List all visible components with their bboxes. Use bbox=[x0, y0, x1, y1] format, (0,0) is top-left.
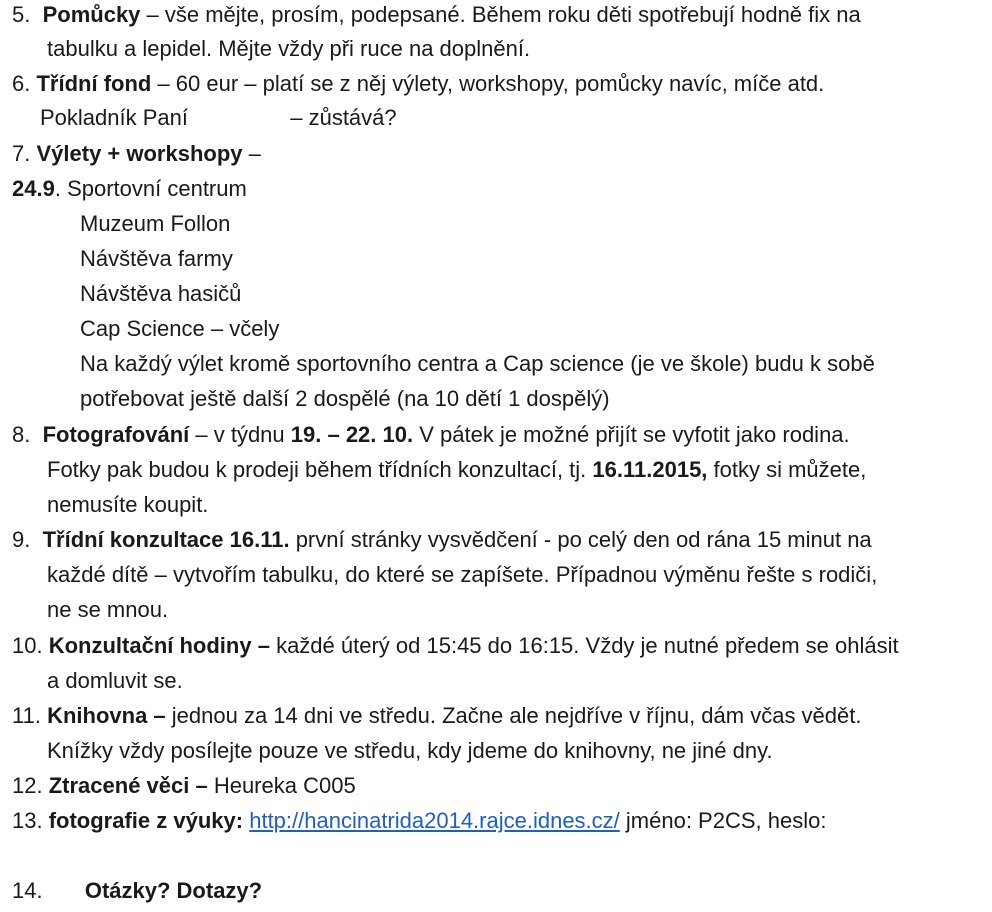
item-7-line-1 bbox=[12, 139, 261, 169]
item-title: Třídní fond bbox=[36, 71, 152, 96]
treasurer-status: – zůstává? bbox=[290, 105, 397, 130]
item-text: – vše mějte, prosím, podepsané. Během roku děti spotřebují hodně fix na bbox=[140, 2, 861, 27]
trip-label: Návštěva farmy bbox=[80, 246, 233, 271]
item-9-line-1 bbox=[12, 525, 872, 555]
item-11-line-1 bbox=[12, 701, 862, 731]
trip-label: Cap Science – včely bbox=[80, 316, 280, 341]
photo-dates: 19. – 22. 10. bbox=[290, 422, 414, 447]
trip-item bbox=[80, 209, 230, 239]
item-title: Fotografování bbox=[42, 422, 190, 447]
item-text: Heureka C005 bbox=[207, 773, 356, 798]
item-13-line-1 bbox=[12, 806, 826, 836]
item-text: jméno: P2CS, heslo: bbox=[619, 808, 827, 833]
item-9-line-2 bbox=[47, 560, 877, 590]
trip-label: Muzeum Follon bbox=[80, 211, 231, 236]
item-8-line-3 bbox=[47, 490, 208, 520]
item-5-line-2 bbox=[47, 34, 530, 64]
item-text: – bbox=[242, 141, 261, 166]
item-5-line-1 bbox=[12, 0, 861, 30]
trip-item bbox=[80, 314, 279, 344]
trip-first: Sportovní centrum bbox=[60, 176, 247, 201]
item-title: Ztracené věci – bbox=[48, 773, 208, 798]
item-number: 10. bbox=[12, 633, 43, 658]
item-text: nemusíte koupit. bbox=[47, 492, 209, 517]
item-number: 12. bbox=[12, 773, 43, 798]
item-number: 7. bbox=[12, 141, 31, 166]
item-number: 11. bbox=[12, 703, 41, 728]
item-text: první stránky vysvědčení - po celý den od rána 15 minut na bbox=[289, 527, 872, 552]
item-10-line-1 bbox=[12, 631, 899, 661]
trip-date: 24.9 bbox=[12, 176, 55, 201]
item-12-line-1 bbox=[12, 771, 356, 801]
item-text: tabulku a lepidel. Mějte vždy při ruce na doplnění. bbox=[47, 36, 531, 61]
item-number: 14. bbox=[12, 878, 43, 903]
item-9-line-3 bbox=[47, 595, 168, 625]
trip-note-line-1 bbox=[80, 349, 875, 379]
item-6-line-1 bbox=[12, 69, 824, 99]
treasurer-label: Pokladník Paní bbox=[40, 105, 188, 130]
trip-note: Na každý výlet kromě sportovního centra a Cap science (je ve škole) budu k sobě bbox=[80, 351, 875, 376]
trip-note: potřebovat ještě další 2 dospělé (na 10 dětí 1 dospělý) bbox=[80, 386, 610, 411]
item-number: 9. bbox=[12, 527, 31, 552]
item-text: Fotky pak budou k prodeji během třídních konzultací, tj. bbox=[47, 457, 593, 482]
item-text: každé dítě – vytvořím tabulku, do které se zapíšete. Případnou výměnu řešte s rodiči, bbox=[47, 562, 878, 587]
item-text: – 60 eur – platí se z něj výlety, workshopy, pomůcky navíc, míče atd. bbox=[151, 71, 825, 96]
item-title: Třídní konzultace 16.11. bbox=[42, 527, 290, 552]
item-title: Konzultační hodiny – bbox=[48, 633, 270, 658]
item-text: – v týdnu bbox=[189, 422, 291, 447]
trip-label: Návštěva hasičů bbox=[80, 281, 242, 306]
item-text: V pátek je možné přijít se vyfotit jako rodina. bbox=[413, 422, 850, 447]
trip-date-dot: . bbox=[54, 176, 61, 201]
item-10-line-2 bbox=[47, 666, 183, 696]
trip-date-line bbox=[12, 174, 247, 204]
item-number: 5. bbox=[12, 2, 31, 27]
item-text: ne se mnou. bbox=[47, 597, 169, 622]
item-8-line-1 bbox=[12, 420, 850, 450]
item-text: každé úterý od 15:45 do 16:15. Vždy je nutné předem se ohlásit bbox=[269, 633, 899, 658]
item-text: fotky si můžete, bbox=[707, 457, 867, 482]
item-number: 8. bbox=[12, 422, 31, 447]
item-title: fotografie z výuky: bbox=[48, 808, 244, 833]
item-title: Knihovna – bbox=[47, 703, 166, 728]
item-title: Výlety + workshopy bbox=[36, 141, 243, 166]
item-text: jednou za 14 dni ve středu. Začne ale nejdříve v říjnu, dám včas vědět. bbox=[165, 703, 862, 728]
item-title: Pomůcky bbox=[42, 2, 141, 27]
item-14-line-1 bbox=[12, 876, 262, 906]
trip-item bbox=[80, 244, 233, 274]
item-11-line-2 bbox=[47, 736, 773, 766]
photo-gallery-link[interactable]: http://hancinatrida2014.rajce.idnes.cz/ bbox=[249, 808, 620, 833]
trip-item bbox=[80, 279, 241, 309]
item-6-line-2 bbox=[40, 103, 397, 133]
item-number: 6. bbox=[12, 71, 31, 96]
item-title: Otázky? Dotazy? bbox=[84, 878, 263, 903]
item-number: 13. bbox=[12, 808, 43, 833]
item-8-line-2 bbox=[47, 455, 866, 485]
trip-note-line-2 bbox=[80, 384, 610, 414]
consultation-date: 16.11.2015, bbox=[592, 457, 708, 482]
item-text: Knížky vždy posílejte pouze ve středu, kdy jdeme do knihovny, ne jiné dny. bbox=[47, 738, 773, 763]
item-text: a domluvit se. bbox=[47, 668, 183, 693]
